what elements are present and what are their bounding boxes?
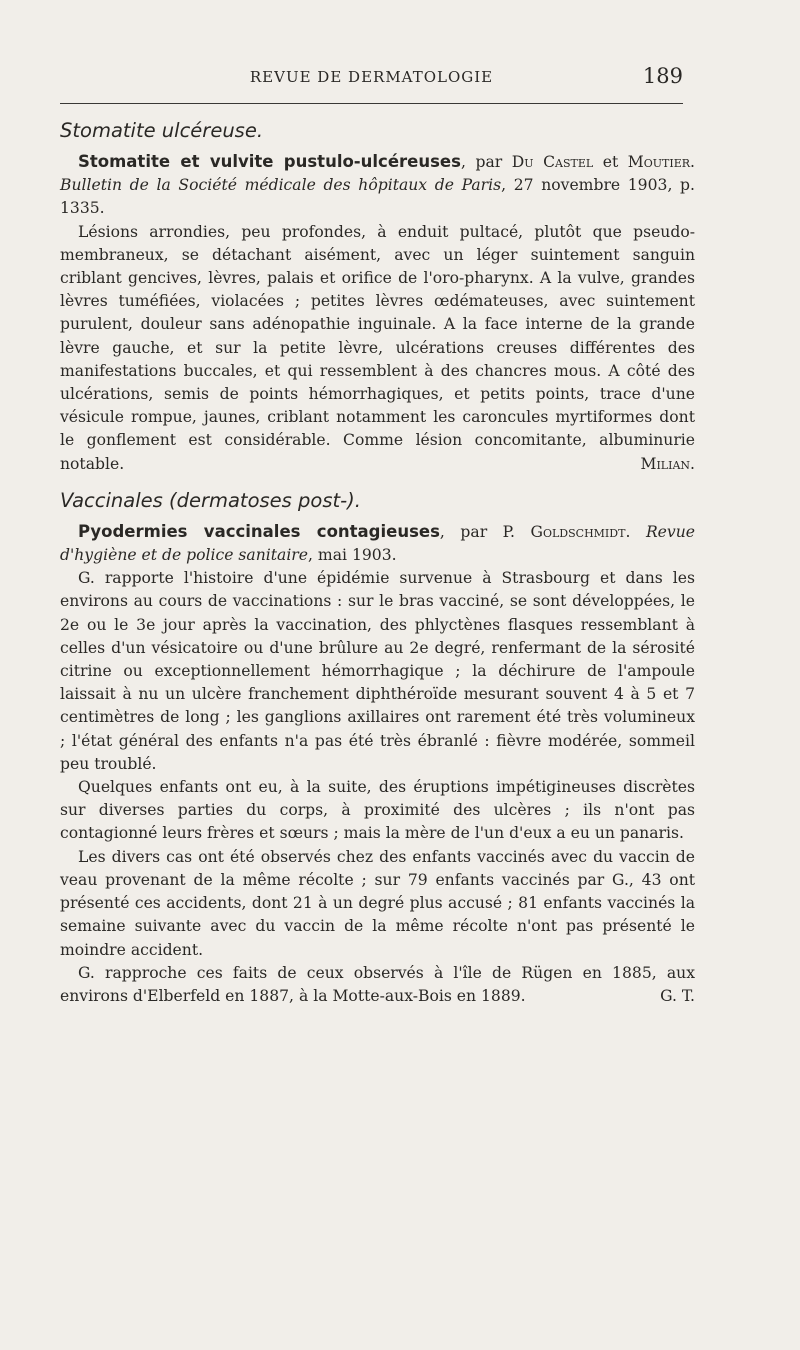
author-name: Moutier xyxy=(627,153,691,171)
citation-rest: , 27 novembre 1903, p. 1335. xyxy=(60,176,695,218)
article-paragraph: Quelques enfants ont eu, à la suite, des éruptions impétigineuses discrètes sur diverses parties du corps, à proximité des ulcères ; ils n'ont pas contagionné leurs frères et sœurs ; mais la mère de l'un d'eux a eu un panaris. xyxy=(60,778,695,843)
journal-name: Revue d'hygiène et de police sanitaire xyxy=(60,522,695,565)
article-citation xyxy=(60,520,695,567)
citation-by: , par P. xyxy=(439,522,531,541)
page-header xyxy=(60,66,683,96)
citation-sep: . xyxy=(625,522,646,541)
signature: Milian. xyxy=(640,454,695,473)
article-paragraph xyxy=(60,221,695,476)
section-title-vaccinales: Vaccinales (dermatoses post-). xyxy=(60,488,361,512)
header-rule xyxy=(60,103,683,104)
author-name: Goldschmidt xyxy=(530,522,626,541)
author-name: Du Castel xyxy=(511,153,594,171)
running-title: REVUE DE DERMATOLOGIE xyxy=(249,68,494,86)
section-title-stomatite: Stomatite ulcéreuse. xyxy=(60,119,264,142)
paragraph-text: G. rapproche ces faits de ceux observés à l'île de Rügen en 1885, aux environs d'Elberfeld en 1887, à la Motte-aux-Bois en 1889. xyxy=(60,963,695,1005)
article-citation xyxy=(60,150,695,221)
article-paragraph: Les divers cas ont été observés chez des enfants vaccinés avec du vaccin de veau provenant de la même récolte ; sur 79 enfants vaccinés par G., 43 ont présenté ces accidents, dont 21 à un degré plus accusé ; 81 enfants vaccinés la semaine suivante avec du vaccin de la même récolte n'ont pas présenté le moindre accident. xyxy=(60,847,695,959)
page-content xyxy=(60,118,695,1008)
article-paragraph xyxy=(60,962,695,1008)
article-title: Stomatite et vulvite pustulo-ulcéreuses xyxy=(78,152,461,171)
page-number: 189 xyxy=(642,64,683,88)
citation-by: , par xyxy=(460,153,512,171)
signature: G. T. xyxy=(660,986,695,1005)
citation-and: et xyxy=(593,153,628,171)
citation-rest: , mai 1903. xyxy=(308,546,397,565)
citation-sep: . xyxy=(690,153,696,171)
paragraph-text: Lésions arrondies, peu profondes, à enduit pultacé, plutôt que pseudo-membraneux, se détachant aisément, avec un léger suintement sanguin criblant gencives, lèvres, palais et orifice de l'oro-pharynx. A la vulve, grandes lèvres tuméfiées, violacées ; petites lèvres œdémateuses, avec suintement purulent, douleur sans adénopathie inguinale. A la face interne de la grande lèvre gauche, et sur la petite lèvre, ulcérations creuses différentes des manifestations buccales, et qui ressemblent à des chancres mous. A côté des ulcérations, semis de points hémorrhagiques, et petits points, trace d'une vésicule rompue, jaunes, criblant notamment les caroncules myrtiformes dont le gonflement est considérable. Comme lésion concomitante, albuminurie notable. xyxy=(60,222,695,473)
article-paragraph: G. rapporte l'histoire d'une épidémie survenue à Strasbourg et dans les environs au cours de vaccinations : sur le bras vacciné, se sont développées, le 2e ou le 3e jour après la vaccination, des phlyctènes flasques ressemblant à celles d'un vésicatoire ou d'une brûlure au 2e degré, renfermant de la sérosité citrine ou exceptionnellement hémorrhagique ; la déchirure de l'ampoule laissait à nu un ulcère franchement diphthéroïde mesurant souvent 4 à 5 et 7 centimètres de long ; les ganglions axillaires ont rarement été très volumineux ; l'état général des enfants n'a pas été très ébranlé : fièvre modérée, sommeil peu troublé. xyxy=(60,569,695,773)
journal-name: Bulletin de la Société médicale des hôpitaux de Paris xyxy=(60,176,502,195)
article-title: Pyodermies vaccinales contagieuses xyxy=(78,521,440,541)
